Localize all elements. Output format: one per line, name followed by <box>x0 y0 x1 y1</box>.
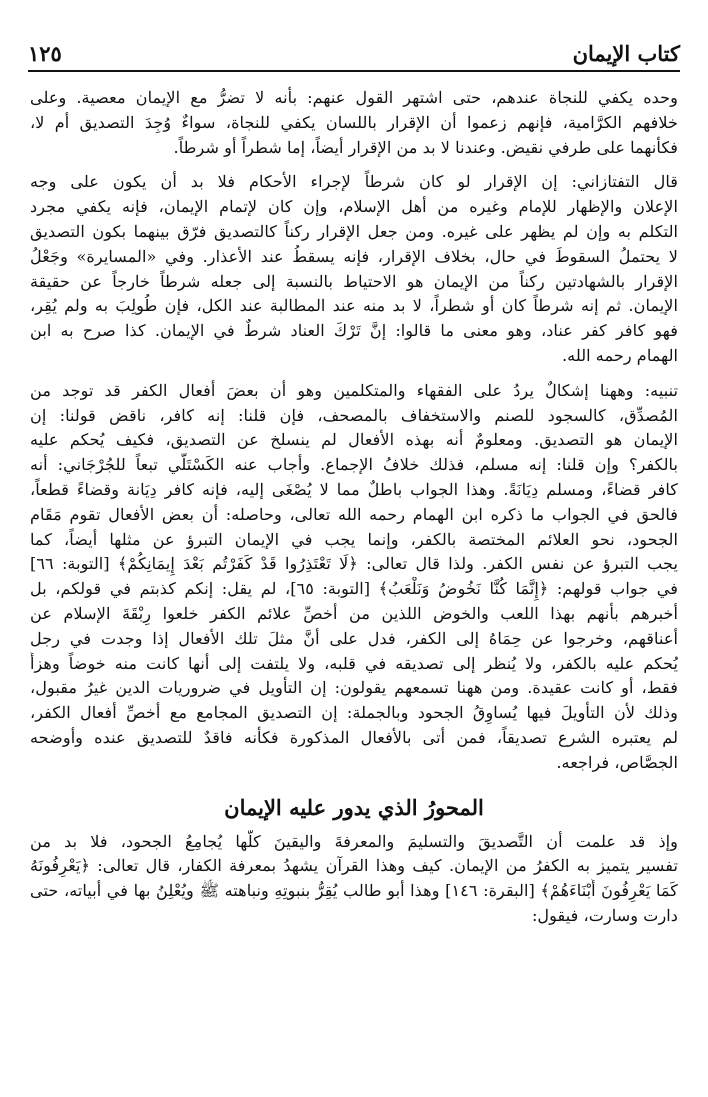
section-heading: المحورُ الذي يدور عليه الإيمان <box>224 794 484 820</box>
paragraph <box>30 86 678 160</box>
text-line: يُحكم عليه بالكفر، ولا يُنظر إلى تصديقه في قلبه، ولا يلتفت إلى أنها كانت منه خوضاً وهزأً <box>30 653 678 673</box>
text-line: الجحود، نحو العلائم المختصة بالكفر، وإنما يجب في الإيمان التبرؤ عن مثلها أيضاً، كما <box>30 529 678 549</box>
paragraph <box>30 830 678 929</box>
text-line: فهو كافر كفر عناد، وهو معنى ما قالوا: إنَّ تَرْكَ العناد شرطٌ في الإيمان. كذا صرح به ابن <box>30 321 678 341</box>
paragraph <box>30 379 678 776</box>
text-line: قال التفتازاني: إن الإقرار لو كان شرطاً لإجراء الأحكام فلا بد أن يكون على وجه <box>30 172 678 192</box>
text-line: وإذ قد علمت أن التَّصديقَ والتسليمَ والمعرفةَ واليقينَ كلُّها يُجامِعُ الجحود، فلا بد من <box>30 831 678 851</box>
text-line: بالكفر؟ وإن قلنا: إنه مسلم، فذلك خلافُ الإجماع. وأجاب عنه الكَسْتَلّي تبعاً للجُرْجَاني: أنه <box>30 455 678 475</box>
section-paragraphs-block <box>30 830 678 929</box>
text-line: تفسير يتميز به الكفرُ من الإيمان. كيف وهذا القرآن يشهدُ بمعرفة الكفار، قال تعالى: ﴿يَعْرِفُونَهُ <box>30 856 678 876</box>
text-line: فكأنهما على طرفي نقيض. وعندنا لا بد من الإقرار أيضاً، إما شطراً أو شرطاً. <box>173 137 678 157</box>
text-line: فقط، أو كانت عقيدة. ومن ههنا تسمعهم يقولون: إن التأويل في ضروريات الدين غيرُ مقبول، <box>30 678 678 698</box>
text-line: في جواب قولهم: ﴿إِنَّمَا كُنَّا نَخُوضُ وَنَلْعَبُ﴾ [التوبة: ٦٥]، لم يقل: إنكم كذبتم في قولكم، بل <box>30 579 678 599</box>
text-line: دارت وسارت، فيقول: <box>531 905 678 925</box>
text-line: وحده يكفي للنجاة عندهم، حتى اشتهر القول عنهم: بأنه لا تضرُّ مع الإيمان معصية. وعلى <box>30 88 678 107</box>
text-line: الإيمان هو التصديق. ومعلومٌ أنه بهذه الأفعال لم ينسلخ عن التصديق، فكيف يُحكم عليه <box>30 430 678 450</box>
text-line: وذلك لأن التأويلَ فيها يُساوِقُ الجحود وبالجملة: إن التصديق المجامع مع أخصِّ أفعال الكفر، <box>30 703 678 723</box>
text-line: فالحق في الجواب ما ذكره ابن الهمام رحمه الله تعالى، وحاصله: أن بعض الأفعال تقوم مَقَام <box>30 504 678 524</box>
text-line: المُصدِّق، كالسجود للصنم والاستخفاف بالمصحف، فإن قلنا: إنه كافر، ناقض قولنا: إن <box>30 405 678 425</box>
text-line: الإيمان. ثم إنه شرطاً كان أو شطراً، لا بد منه عند المطالبة عند الكل، فإن طُولِبَ به ولم يُقِر، <box>30 296 678 316</box>
text-line: أخبرهم بأنهم بهذا اللعب والخوض اللذين من أخصِّ علائم الكفر خلعوا رِبْقَةَ الإسلام عن <box>30 603 678 623</box>
paragraph-gap <box>30 369 678 379</box>
paragraph-gap <box>30 776 678 786</box>
text-line: لم يعتبره الشرع تصديقاً، فمن أتى بالأفعال المذكورة فكأنه فاقدٌ للتصديق عنده وأوضحه <box>30 727 678 747</box>
page-header <box>28 30 680 66</box>
text-line: لا يحتملُ السقوطَ في حال، بخلاف الإقرار، فإنه يسقطُ عند الأعذار. وفي «المسايرة» وجَعْلُ <box>30 246 678 266</box>
text-line: الإقرار بالشهادتين ركناً من الإيمان هو الاحتياط بالنسبة إلى جعله شرطاً خارجاً عن حقيقة <box>30 271 678 291</box>
text-line: خلافهم الكرَّامية، فإنهم زعموا أن الإقرار باللسان يكفي للنجاة، سواءٌ وُجِدَ التصديق أم لا، <box>30 112 678 132</box>
text-line: تنبيه: وههنا إشكالٌ يردُ على الفقهاء والمتكلمين وهو أن بعضَ أفعال الكفر قد توجد من <box>30 380 678 400</box>
text-line: كَمَا يَعْرِفُونَ أَبْنَاءَهُمْ﴾ [البقرة: ١٤٦] وهذا أبو طالب يُقِرُّ بنبوتِهِ ونباهته ﷺ ويُعْلِنُ بها في أبياته، حتى <box>30 881 678 901</box>
paragraphs-block <box>30 86 678 786</box>
header-rule <box>28 70 680 72</box>
running-title: كتاب الإيمان <box>572 41 680 66</box>
body-text <box>30 86 678 929</box>
page-number: ١٢٥ <box>28 41 62 66</box>
text-line: الإعلان والإظهار للإمام وغيره من أهل الإسلام، وإن كان لإتمام الإيمان، فإنه يكفي مجرد <box>30 197 678 217</box>
text-line: كافر قضاءً، ومسلم دِيَانَةً. وهذا الجواب باطلٌ مما لا يُصْغَى إليه، فإنه كافر دِيَانة وقضاءً قطعاً، <box>30 479 678 499</box>
paragraph <box>30 170 678 368</box>
text-line: أعناقهم، وخرجوا عن حِمَاهُ إلى الكفر، فدل على أنَّ مثلَ تلك الأفعال إذا وجدت في رجل <box>30 628 678 648</box>
paragraph-gap <box>30 160 678 170</box>
text-line: التكلم به وإن لم يظهر على غيره. ومن جعل الإقرار ركناً كالتصديق فرّق بينهما بكون التصديق <box>30 221 678 241</box>
text-line: الهمام رحمه الله. <box>562 345 678 365</box>
text-line: يجب التبرؤ عن نفس الكفر. ولذا قال تعالى: ﴿لَا تَعْتَذِرُوا قَدْ كَفَرْتُم بَعْدَ إِيمَانِكُمْ﴾ [التوبة: ٦٦] <box>30 554 678 574</box>
text-line: الجصَّاص، فراجعه. <box>556 752 678 772</box>
